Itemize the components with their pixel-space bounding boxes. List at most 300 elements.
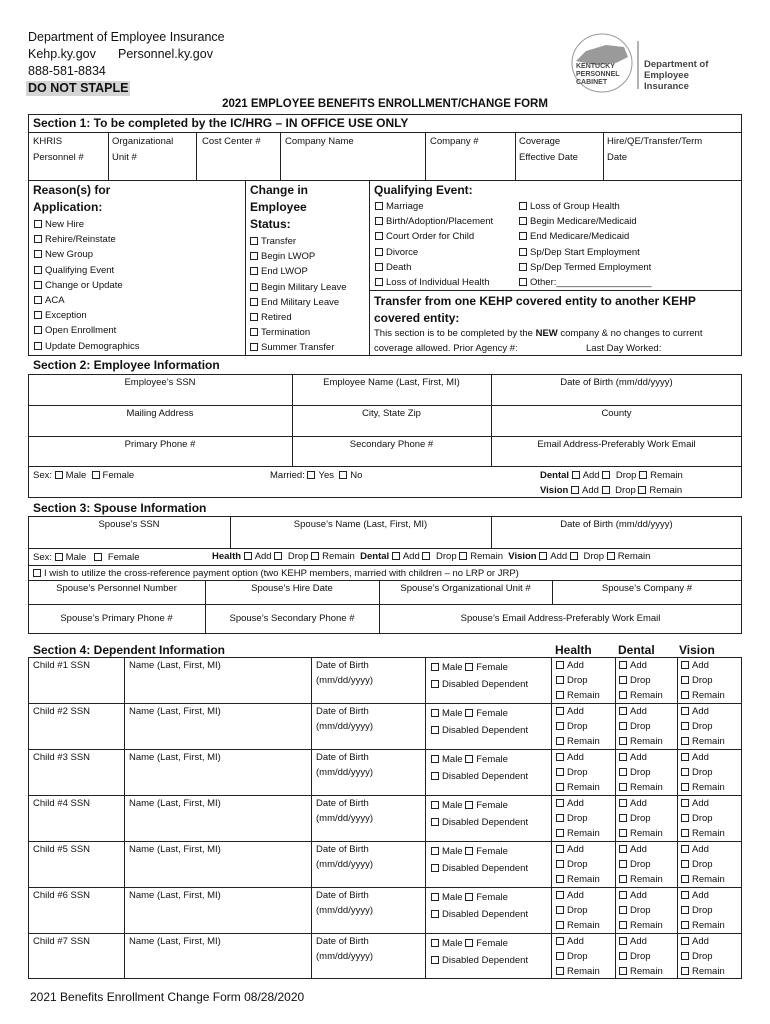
checkbox-icon[interactable] (619, 829, 627, 837)
checkbox-icon[interactable] (431, 956, 439, 964)
checkbox-icon[interactable] (431, 939, 439, 947)
status-summer-transfer[interactable]: Summer Transfer (250, 340, 347, 355)
checkbox-icon[interactable] (34, 311, 42, 319)
child-vision-add[interactable]: Add (681, 797, 709, 810)
checkbox-icon[interactable] (619, 799, 627, 807)
transfer-title-2: covered entity: (374, 311, 460, 325)
child-name-label: Name (Last, First, MI) (129, 752, 221, 763)
employee-name-label: Employee Name (Last, First, MI) (323, 377, 460, 388)
checkbox-icon[interactable] (556, 891, 564, 899)
checkbox-icon[interactable] (33, 569, 41, 577)
child-dob-format: (mm/dd/yyyy) (316, 813, 373, 824)
checkbox-icon[interactable] (681, 783, 689, 791)
cross-reference-option[interactable]: I wish to utilize the cross-reference payment option (two KEHP members, married with children – no LRP or JRP) (33, 567, 519, 580)
checkbox-icon[interactable] (681, 937, 689, 945)
child-dob-label: Date of Birth (316, 798, 369, 809)
checkbox-icon[interactable] (34, 250, 42, 258)
employee-ssn-label: Employee’s SSN (124, 377, 196, 388)
child-name-label: Name (Last, First, MI) (129, 844, 221, 855)
status-retired[interactable]: Retired (250, 310, 347, 325)
child-sex-options: Male Female (431, 753, 508, 766)
child-disabled-option[interactable]: Disabled Dependent (431, 862, 528, 875)
col-coverage: Coverage (519, 136, 561, 147)
child-vision-add[interactable]: Add (681, 935, 709, 948)
spouse-coverage-options: Health Add Drop Remain Dental Add Drop Remain Vision Add Drop Remain (212, 551, 651, 562)
checkbox-icon[interactable] (556, 845, 564, 853)
employee-dob-label: Date of Birth (mm/dd/yyyy) (560, 377, 673, 388)
checkbox-icon[interactable] (556, 860, 564, 868)
checkbox-icon[interactable] (556, 661, 564, 669)
checkbox-icon[interactable] (556, 707, 564, 715)
checkbox-icon[interactable] (431, 726, 439, 734)
child-health-drop[interactable]: Drop (556, 674, 588, 687)
checkbox-icon[interactable] (465, 939, 473, 947)
checkbox-icon[interactable] (431, 801, 439, 809)
child-vision-add[interactable]: Add (681, 889, 709, 902)
child-disabled-option[interactable]: Disabled Dependent (431, 816, 528, 829)
reason-aca[interactable]: ACA (34, 293, 140, 308)
email-label: Email Address-Preferably Work Email (537, 439, 696, 450)
checkbox-icon[interactable] (431, 893, 439, 901)
footer-text: 2021 Benefits Enrollment Change Form 08/28/2020 (30, 990, 305, 1004)
department-name: Department of Employee Insurance (28, 30, 225, 44)
child-health-add[interactable]: Add (556, 889, 584, 902)
child-health-remain[interactable]: Remain (556, 735, 600, 748)
reason-exception[interactable]: Exception (34, 308, 140, 323)
child-health-add[interactable]: Add (556, 751, 584, 764)
child-ssn-label: Child #7 SSN (33, 936, 91, 947)
checkbox-icon[interactable] (465, 801, 473, 809)
col-unit: Unit # (112, 152, 137, 163)
checkbox-icon[interactable] (519, 232, 527, 240)
child-dental-drop[interactable]: Drop (619, 950, 651, 963)
qe-sp-termed[interactable]: Sp/Dep Termed Employment (519, 260, 652, 275)
checkbox-icon[interactable] (465, 847, 473, 855)
checkbox-icon[interactable] (250, 237, 258, 245)
checkbox-icon[interactable] (602, 486, 610, 494)
reason-qualifying-event[interactable]: Qualifying Event (34, 263, 140, 278)
child-health-add[interactable]: Add (556, 705, 584, 718)
child-dental-drop[interactable]: Drop (619, 858, 651, 871)
child-vision-drop[interactable]: Drop (681, 720, 713, 733)
child-vision-add[interactable]: Add (681, 705, 709, 718)
checkbox-icon[interactable] (431, 680, 439, 688)
checkbox-icon[interactable] (431, 663, 439, 671)
checkbox-icon[interactable] (94, 553, 102, 561)
status-end-military[interactable]: End Military Leave (250, 295, 347, 310)
checkbox-icon[interactable] (431, 847, 439, 855)
child-dental-remain[interactable]: Remain (619, 827, 663, 840)
checkbox-icon[interactable] (34, 342, 42, 350)
child-vision-drop[interactable]: Drop (681, 950, 713, 963)
child-vision-add[interactable]: Add (681, 843, 709, 856)
qe-end-medicare[interactable]: End Medicare/Medicaid (519, 229, 652, 244)
checkbox-icon[interactable] (431, 772, 439, 780)
checkbox-icon[interactable] (681, 768, 689, 776)
child-dental-drop[interactable]: Drop (619, 766, 651, 779)
checkbox-icon[interactable] (556, 937, 564, 945)
checkbox-icon[interactable] (556, 799, 564, 807)
checkbox-icon[interactable] (619, 707, 627, 715)
child-vision-drop[interactable]: Drop (681, 904, 713, 917)
qe-divorce[interactable]: Divorce (375, 245, 493, 260)
checkbox-icon[interactable] (571, 486, 579, 494)
vision-header: Vision (679, 643, 715, 657)
child-health-drop[interactable]: Drop (556, 812, 588, 825)
qe-marriage[interactable]: Marriage (375, 199, 493, 214)
employee-sex: Sex: Male Female (33, 470, 135, 481)
checkbox-icon[interactable] (34, 296, 42, 304)
checkbox-icon[interactable] (607, 552, 615, 560)
mailing-address-label: Mailing Address (126, 408, 194, 419)
child-sex-options: Male Female (431, 845, 508, 858)
child-dental-add[interactable]: Add (619, 843, 647, 856)
child-vision-remain[interactable]: Remain (681, 919, 725, 932)
checkbox-icon[interactable] (556, 783, 564, 791)
checkbox-icon[interactable] (619, 937, 627, 945)
child-vision-remain[interactable]: Remain (681, 689, 725, 702)
child-health-remain[interactable]: Remain (556, 965, 600, 978)
child-vision-remain[interactable]: Remain (681, 781, 725, 794)
spouse-name-label: Spouse’s Name (Last, First, MI) (293, 519, 428, 530)
spouse-personnel-label: Spouse’s Personnel Number (56, 583, 177, 594)
child-health-drop[interactable]: Drop (556, 766, 588, 779)
checkbox-icon[interactable] (681, 799, 689, 807)
checkbox-icon[interactable] (465, 663, 473, 671)
child-vision-drop[interactable]: Drop (681, 766, 713, 779)
col-effective-date: Effective Date (519, 152, 578, 163)
child-vision-drop[interactable]: Drop (681, 858, 713, 871)
form-title: 2021 EMPLOYEE BENEFITS ENROLLMENT/CHANGE FORM (222, 98, 548, 110)
checkbox-icon[interactable] (311, 552, 319, 560)
spouse-primary-phone-label: Spouse’s Primary Phone # (60, 613, 173, 624)
checkbox-icon[interactable] (681, 829, 689, 837)
checkbox-icon[interactable] (250, 313, 258, 321)
checkbox-icon[interactable] (619, 768, 627, 776)
secondary-phone-label: Secondary Phone # (349, 439, 434, 450)
child-dental-add[interactable]: Add (619, 797, 647, 810)
checkbox-icon[interactable] (619, 860, 627, 868)
child-health-add[interactable]: Add (556, 659, 584, 672)
child-health-remain[interactable]: Remain (556, 873, 600, 886)
checkbox-icon[interactable] (431, 755, 439, 763)
checkbox-icon[interactable] (465, 755, 473, 763)
checkbox-icon[interactable] (556, 691, 564, 699)
checkbox-icon[interactable] (619, 814, 627, 822)
child-health-drop[interactable]: Drop (556, 950, 588, 963)
checkbox-icon[interactable] (556, 722, 564, 730)
child-disabled-option[interactable]: Disabled Dependent (431, 908, 528, 921)
qe-sp-start[interactable]: Sp/Dep Start Employment (519, 245, 652, 260)
child-dob-format: (mm/dd/yyyy) (316, 767, 373, 778)
checkbox-icon[interactable] (556, 768, 564, 776)
child-dental-add[interactable]: Add (619, 889, 647, 902)
child-ssn-label: Child #5 SSN (33, 844, 91, 855)
checkbox-icon[interactable] (619, 783, 627, 791)
col-company-number: Company # (430, 136, 479, 147)
checkbox-icon[interactable] (465, 709, 473, 717)
child-disabled-option[interactable]: Disabled Dependent (431, 770, 528, 783)
status-title-1: Change in (250, 183, 309, 197)
checkbox-icon[interactable] (375, 217, 383, 225)
checkbox-icon[interactable] (375, 248, 383, 256)
checkbox-icon[interactable] (431, 818, 439, 826)
child-vision-add[interactable]: Add (681, 751, 709, 764)
checkbox-icon[interactable] (465, 893, 473, 901)
checkbox-icon[interactable] (339, 471, 347, 479)
child-health-drop[interactable]: Drop (556, 720, 588, 733)
checkbox-icon[interactable] (619, 891, 627, 899)
reason-open-enrollment[interactable]: Open Enrollment (34, 323, 140, 338)
child-dental-remain[interactable]: Remain (619, 919, 663, 932)
col-hire-qe: Hire/QE/Transfer/Term (607, 136, 703, 147)
status-title-3: Status: (250, 217, 291, 231)
child-sex-options: Male Female (431, 661, 508, 674)
child-dob-label: Date of Birth (316, 660, 369, 671)
child-dob-format: (mm/dd/yyyy) (316, 721, 373, 732)
qe-court-order[interactable]: Court Order for Child (375, 229, 493, 244)
child-health-add[interactable]: Add (556, 935, 584, 948)
child-dental-add[interactable]: Add (619, 705, 647, 718)
qe-loss-individual[interactable]: Loss of Individual Health (375, 275, 493, 290)
checkbox-icon[interactable] (519, 248, 527, 256)
last-day-worked-label: Last Day Worked: (586, 343, 662, 354)
do-not-staple-label: DO NOT STAPLE (28, 81, 129, 95)
status-termination[interactable]: Termination (250, 325, 347, 340)
checkbox-icon[interactable] (250, 298, 258, 306)
child-health-remain[interactable]: Remain (556, 689, 600, 702)
checkbox-icon[interactable] (681, 737, 689, 745)
child-health-remain[interactable]: Remain (556, 827, 600, 840)
child-dental-drop[interactable]: Drop (619, 674, 651, 687)
child-health-drop[interactable]: Drop (556, 904, 588, 917)
qe-other[interactable]: Other:__________________ (519, 275, 652, 290)
spouse-org-unit-label: Spouse’s Organizational Unit # (400, 583, 531, 594)
checkbox-icon[interactable] (681, 753, 689, 761)
checkbox-icon[interactable] (681, 661, 689, 669)
child-vision-remain[interactable]: Remain (681, 735, 725, 748)
checkbox-icon[interactable] (681, 676, 689, 684)
spouse-dob-label: Date of Birth (mm/dd/yyyy) (560, 519, 673, 530)
child-vision-remain[interactable]: Remain (681, 965, 725, 978)
child-disabled-option[interactable]: Disabled Dependent (431, 724, 528, 737)
child-vision-drop[interactable]: Drop (681, 812, 713, 825)
checkbox-icon[interactable] (250, 328, 258, 336)
child-disabled-option[interactable]: Disabled Dependent (431, 954, 528, 967)
logo-line-2: PERSONNEL (576, 71, 620, 78)
checkbox-icon[interactable] (639, 471, 647, 479)
col-personnel: Personnel # (33, 152, 84, 163)
qe-loss-group[interactable]: Loss of Group Health (519, 199, 652, 214)
checkbox-icon[interactable] (556, 753, 564, 761)
checkbox-icon[interactable] (519, 202, 527, 210)
checkbox-icon[interactable] (250, 252, 258, 260)
col-cost-center: Cost Center # (202, 136, 261, 147)
checkbox-icon[interactable] (519, 263, 527, 271)
checkbox-icon[interactable] (375, 232, 383, 240)
checkbox-icon[interactable] (619, 906, 627, 914)
checkbox-icon[interactable] (244, 552, 252, 560)
checkbox-icon[interactable] (539, 552, 547, 560)
child-name-label: Name (Last, First, MI) (129, 798, 221, 809)
checkbox-icon[interactable] (431, 864, 439, 872)
child-vision-add[interactable]: Add (681, 659, 709, 672)
child-ssn-label: Child #3 SSN (33, 752, 91, 763)
checkbox-icon[interactable] (34, 266, 42, 274)
checkbox-icon[interactable] (556, 814, 564, 822)
checkbox-icon[interactable] (459, 552, 467, 560)
child-health-remain[interactable]: Remain (556, 781, 600, 794)
checkbox-icon[interactable] (392, 552, 400, 560)
checkbox-icon[interactable] (681, 691, 689, 699)
qe-begin-medicare[interactable]: Begin Medicare/Medicaid (519, 214, 652, 229)
checkbox-icon[interactable] (556, 952, 564, 960)
checkbox-icon[interactable] (55, 471, 63, 479)
checkbox-icon[interactable] (556, 676, 564, 684)
status-end-lwop[interactable]: End LWOP (250, 264, 347, 279)
checkbox-icon[interactable] (375, 278, 383, 286)
child-dental-remain[interactable]: Remain (619, 781, 663, 794)
checkbox-icon[interactable] (307, 471, 315, 479)
child-dental-drop[interactable]: Drop (619, 904, 651, 917)
col-khris: KHRIS (33, 136, 63, 147)
logo-line-3: CABINET (576, 79, 608, 86)
checkbox-icon[interactable] (250, 267, 258, 275)
checkbox-icon[interactable] (619, 967, 627, 975)
child-vision-remain[interactable]: Remain (681, 873, 725, 886)
child-dental-add[interactable]: Add (619, 935, 647, 948)
reason-new-group[interactable]: New Group (34, 247, 140, 262)
col-organizational: Organizational (112, 136, 174, 147)
checkbox-icon[interactable] (34, 326, 42, 334)
child-dental-remain[interactable]: Remain (619, 873, 663, 886)
checkbox-icon[interactable] (274, 552, 282, 560)
checkbox-icon[interactable] (619, 661, 627, 669)
county-label: County (601, 408, 632, 419)
child-dental-add[interactable]: Add (619, 659, 647, 672)
dental-header: Dental (618, 643, 655, 657)
checkbox-icon[interactable] (250, 283, 258, 291)
child-dental-drop[interactable]: Drop (619, 812, 651, 825)
checkbox-icon[interactable] (55, 553, 63, 561)
checkbox-icon[interactable] (519, 278, 527, 286)
checkbox-icon[interactable] (619, 676, 627, 684)
spouse-ssn-label: Spouse’s SSN (98, 519, 160, 530)
status-transfer[interactable]: Transfer (250, 234, 347, 249)
checkbox-icon[interactable] (681, 845, 689, 853)
checkbox-icon[interactable] (570, 552, 578, 560)
checkbox-icon[interactable] (34, 281, 42, 289)
checkbox-icon[interactable] (556, 875, 564, 883)
checkbox-icon[interactable] (681, 952, 689, 960)
checkbox-icon[interactable] (681, 921, 689, 929)
checkbox-icon[interactable] (619, 845, 627, 853)
checkbox-icon[interactable] (375, 263, 383, 271)
checkbox-icon[interactable] (572, 471, 580, 479)
checkbox-icon[interactable] (619, 875, 627, 883)
child-dental-remain[interactable]: Remain (619, 735, 663, 748)
child-dob-format: (mm/dd/yyyy) (316, 951, 373, 962)
checkbox-icon[interactable] (431, 709, 439, 717)
checkbox-icon[interactable] (619, 952, 627, 960)
checkbox-icon[interactable] (619, 753, 627, 761)
checkbox-icon[interactable] (556, 829, 564, 837)
child-dental-drop[interactable]: Drop (619, 720, 651, 733)
checkbox-icon[interactable] (681, 891, 689, 899)
checkbox-icon[interactable] (34, 235, 42, 243)
checkbox-icon[interactable] (681, 814, 689, 822)
checkbox-icon[interactable] (619, 691, 627, 699)
child-disabled-option[interactable]: Disabled Dependent (431, 678, 528, 691)
child-health-add[interactable]: Add (556, 843, 584, 856)
qe-birth[interactable]: Birth/Adoption/Placement (375, 214, 493, 229)
checkbox-icon[interactable] (602, 471, 610, 479)
reason-rehire[interactable]: Rehire/Reinstate (34, 232, 140, 247)
child-health-add[interactable]: Add (556, 797, 584, 810)
checkbox-icon[interactable] (375, 202, 383, 210)
col-company-name: Company Name (285, 136, 354, 147)
checkbox-icon[interactable] (619, 921, 627, 929)
child-dental-remain[interactable]: Remain (619, 965, 663, 978)
checkbox-icon[interactable] (556, 906, 564, 914)
reason-new-hire[interactable]: New Hire (34, 217, 140, 232)
checkbox-icon[interactable] (638, 486, 646, 494)
status-begin-military[interactable]: Begin Military Leave (250, 280, 347, 295)
child-health-remain[interactable]: Remain (556, 919, 600, 932)
checkbox-icon[interactable] (431, 910, 439, 918)
checkbox-icon[interactable] (422, 552, 430, 560)
checkbox-icon[interactable] (681, 860, 689, 868)
child-sex-options: Male Female (431, 937, 508, 950)
child-dob-format: (mm/dd/yyyy) (316, 905, 373, 916)
checkbox-icon[interactable] (619, 722, 627, 730)
child-dob-label: Date of Birth (316, 890, 369, 901)
checkbox-icon[interactable] (681, 875, 689, 883)
logo-dept-line-2: Employee Insurance (644, 70, 689, 92)
child-dental-remain[interactable]: Remain (619, 689, 663, 702)
qe-death[interactable]: Death (375, 260, 493, 275)
status-begin-lwop[interactable]: Begin LWOP (250, 249, 347, 264)
reasons-title-1: Reason(s) for (33, 183, 111, 197)
checkbox-icon[interactable] (519, 217, 527, 225)
checkbox-icon[interactable] (681, 967, 689, 975)
checkbox-icon[interactable] (681, 722, 689, 730)
checkbox-icon[interactable] (681, 906, 689, 914)
checkbox-icon[interactable] (556, 737, 564, 745)
spouse-sex: Sex: Male Female (33, 552, 140, 563)
child-dental-add[interactable]: Add (619, 751, 647, 764)
child-name-label: Name (Last, First, MI) (129, 706, 221, 717)
child-health-drop[interactable]: Drop (556, 858, 588, 871)
checkbox-icon[interactable] (556, 921, 564, 929)
child-dob-label: Date of Birth (316, 844, 369, 855)
kentucky-personnel-logo (566, 33, 734, 95)
child-vision-remain[interactable]: Remain (681, 827, 725, 840)
reason-update-demographics[interactable]: Update Demographics (34, 339, 140, 354)
child-dob-format: (mm/dd/yyyy) (316, 859, 373, 870)
checkbox-icon[interactable] (34, 220, 42, 228)
checkbox-icon[interactable] (250, 343, 258, 351)
reason-change-update[interactable]: Change or Update (34, 278, 140, 293)
checkbox-icon[interactable] (556, 967, 564, 975)
checkbox-icon[interactable] (681, 707, 689, 715)
checkbox-icon[interactable] (92, 471, 100, 479)
child-vision-drop[interactable]: Drop (681, 674, 713, 687)
child-ssn-label: Child #6 SSN (33, 890, 91, 901)
phone-number: 888-581-8834 (28, 64, 106, 78)
checkbox-icon[interactable] (619, 737, 627, 745)
child-dob-label: Date of Birth (316, 706, 369, 717)
